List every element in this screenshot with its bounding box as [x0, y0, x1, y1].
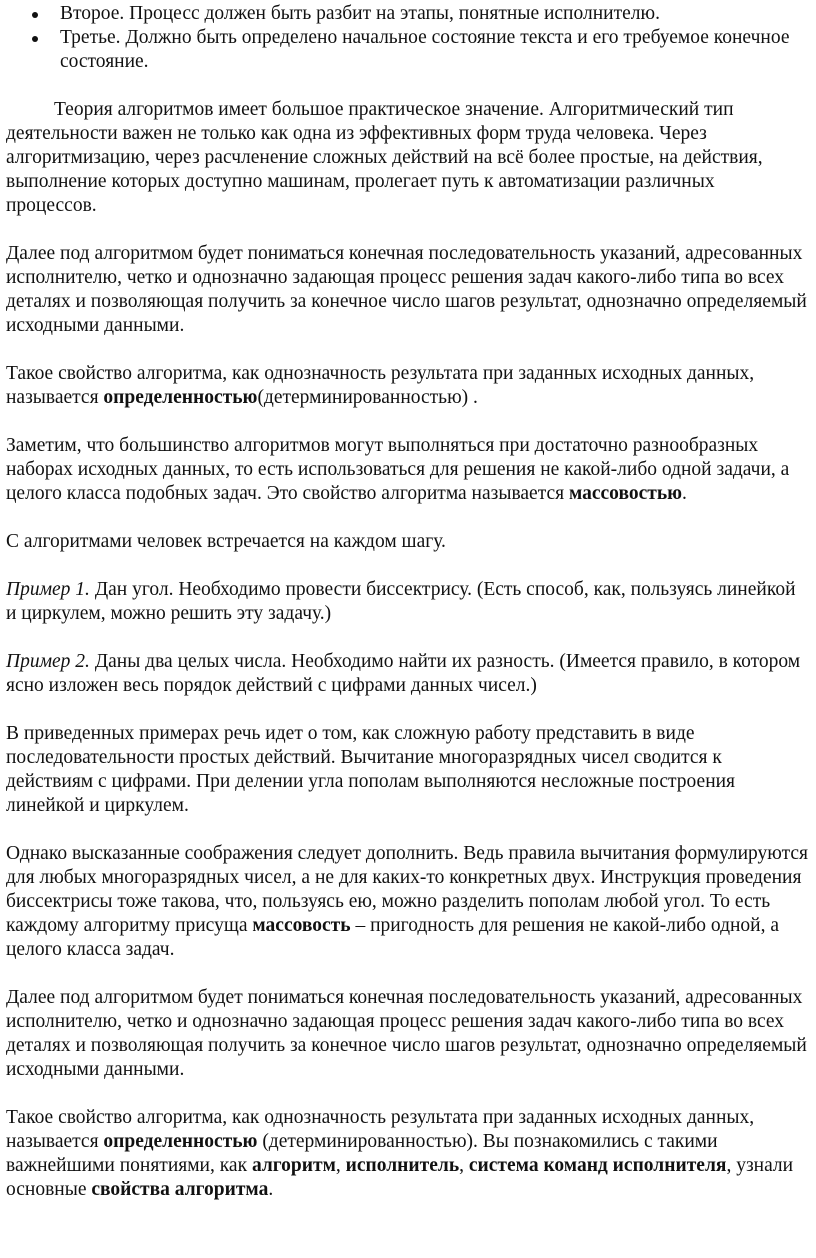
paragraph-text: , узнали основные: [6, 1155, 794, 1200]
bullet-text: Третье. Должно быть определено начальное состояние текста и его требуемое конечное состояние.: [60, 27, 790, 72]
paragraph-text: (детерминированностью). Вы познакомились с такими важнейшими понятиями, как: [6, 1131, 718, 1176]
bullet-icon: [32, 36, 38, 42]
list-item: [6, 2, 810, 26]
example-label: Пример 2.: [6, 651, 90, 672]
paragraph-text: Такое свойство алгоритма, как однозначность результата при заданных исходных данных, называется: [6, 363, 755, 408]
paragraph-text: .: [682, 483, 687, 504]
paragraph-text: В приведенных примерах речь идет о том, как сложную работу представить в виде последовательности простых действий. Вычитание многоразрядных чисел сводится к действиям с цифрами. При делении угла пополам выполняются несложные построения линейкой и циркулем.: [6, 723, 736, 816]
paragraph-algorithm-theory: [6, 98, 810, 218]
paragraph-text: Далее под алгоритмом будет пониматься конечная последовательность указаний, адресованных исполнителю, четко и однозначно задающая процесс решения задач какого-либо типа во всех деталях и позволяющая получить за конечное число шагов результат, однозначно определяемый исходными данными.: [6, 243, 807, 336]
paragraph-text: Однако высказанные соображения следует дополнить. Ведь правила вычитания формулируются для любых многоразрядных чисел, а не для каких-то конкретных двух. Инструкция проведения биссектрисы тоже такова, что, пользуясь ею, можно разделить пополам любой угол. То есть каждому алгоритму присуща: [6, 843, 808, 936]
paragraph-text: Теория алгоритмов имеет большое практическое значение. Алгоритмический тип деятельности важен не только как одна из эффективных форм труда человека. Через алгоритмизацию, через расчленение сложных действий на всё более простые, на действия, выполнение которых доступно машинам, пролегает путь к автоматизации различных процессов.: [6, 99, 763, 216]
paragraph-mass-character: [6, 434, 810, 506]
paragraph-text: – пригодность для решения не какой-либо одной, а целого класса задач.: [6, 915, 780, 960]
term-executor: исполнитель: [345, 1155, 460, 1176]
paragraph-text: ,: [459, 1155, 469, 1176]
term-mass-character: массовостью: [568, 483, 683, 504]
term-algorithm: алгоритм: [251, 1155, 336, 1176]
paragraph-text: Такое свойство алгоритма, как однозначность результата при заданных исходных данных, называется: [6, 1107, 755, 1152]
paragraph-determinism: [6, 362, 810, 410]
term-algorithm-properties: свойства алгоритма: [91, 1179, 269, 1200]
term-determinism: определенностью: [103, 387, 258, 408]
paragraph-algorithm-definition: [6, 242, 810, 338]
paragraph-algorithm-definition-2: [6, 986, 810, 1082]
bullet-text: Второе. Процесс должен быть разбит на этапы, понятные исполнителю.: [60, 3, 660, 24]
bullet-list: [6, 0, 810, 74]
paragraph-text: ,: [335, 1155, 346, 1176]
paragraph-text: Даны два целых числа. Необходимо найти их разность. (Имеется правило, в котором ясно изложен весь порядок действий с цифрами данных чисел.): [6, 651, 801, 696]
paragraph-text: Далее под алгоритмом будет пониматься конечная последовательность указаний, адресованных исполнителю, четко и однозначно задающая процесс решения задач какого-либо типа во всех деталях и позволяющая получить за конечное число шагов результат, однозначно определяемый исходными данными.: [6, 987, 807, 1080]
paragraph-example-1: [6, 578, 810, 626]
paragraph-text: .: [268, 1179, 274, 1200]
paragraph-mass-character-2: [6, 842, 810, 962]
list-item: [6, 26, 810, 74]
paragraph-text: С алгоритмами человек встречается на каждом шагу.: [6, 531, 446, 552]
term-mass-character: массовость: [252, 915, 351, 936]
paragraph-everyday: [6, 530, 810, 554]
term-determinism: определенностью: [103, 1131, 258, 1152]
paragraph-examples-summary: [6, 722, 810, 818]
paragraph-text: Дан угол. Необходимо провести биссектрису. (Есть способ, как, пользуясь линейкой и циркулем, можно решить эту задачу.): [6, 579, 796, 624]
example-label: Пример 1.: [6, 579, 90, 600]
paragraph-conclusion: [6, 1106, 810, 1202]
bullet-icon: [32, 12, 38, 18]
paragraph-example-2: [6, 650, 810, 698]
term-command-system: система команд исполнителя: [468, 1155, 727, 1176]
paragraph-text: Заметим, что большинство алгоритмов могут выполняться при достаточно разнообразных наборах исходных данных, то есть использоваться для решения не какой-либо одной задачи, а целого класса подобных задач. Это свойство алгоритма называется: [6, 435, 790, 504]
paragraph-text: (детерминированностью) .: [257, 387, 478, 408]
